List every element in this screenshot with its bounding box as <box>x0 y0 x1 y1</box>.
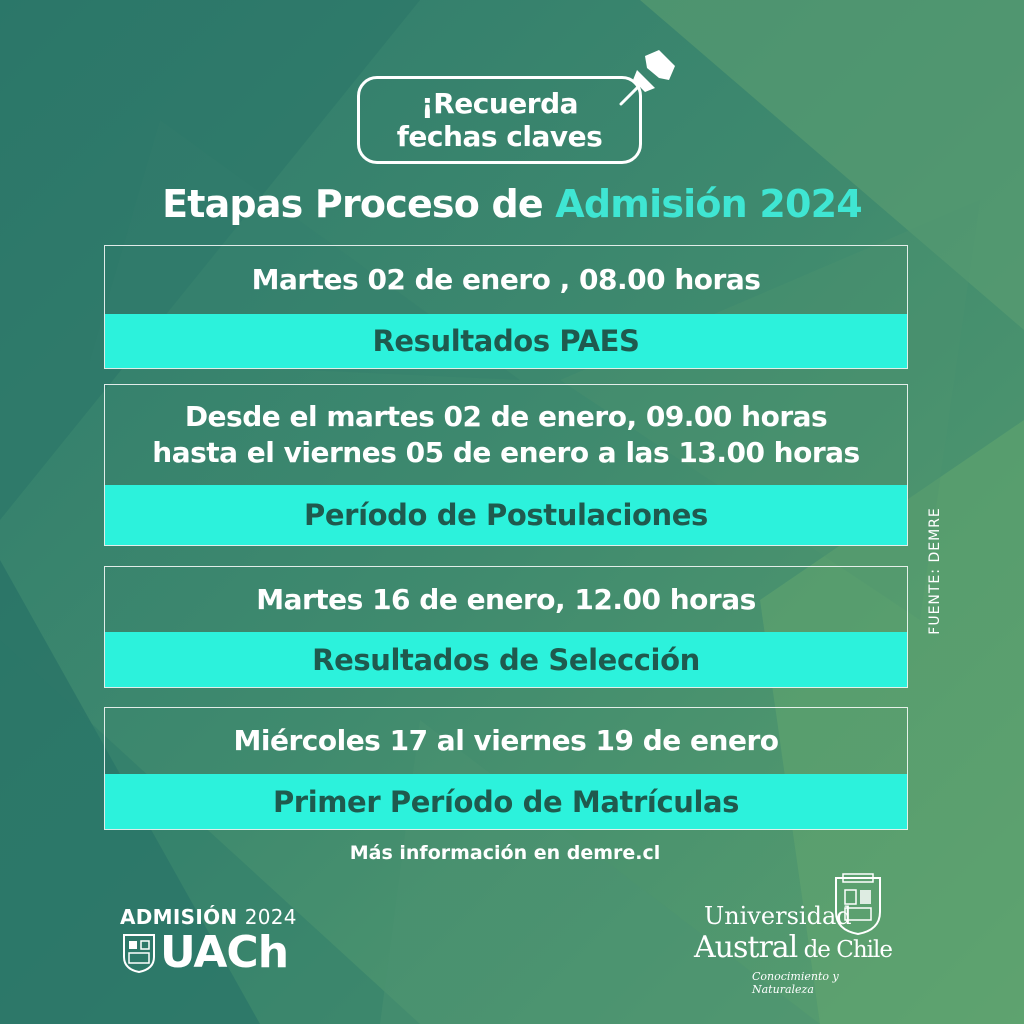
more-info-link[interactable]: Más información en demre.cl <box>349 842 661 864</box>
university-tagline: Conocimiento y Naturaleza <box>752 970 839 996</box>
title-main: Etapas Proceso de <box>162 182 556 226</box>
uach-shield-icon <box>122 933 156 973</box>
stage-name: Resultados PAES <box>105 314 907 368</box>
title-accent: Admisión 2024 <box>555 182 862 226</box>
badge-line-2: fechas claves <box>396 120 603 153</box>
reminder-badge <box>357 76 642 164</box>
stage-date <box>105 246 907 314</box>
stage-card <box>104 707 908 830</box>
stage-card <box>104 245 908 369</box>
stage-card <box>104 384 908 546</box>
badge-line-1: ¡Recuerda <box>420 87 579 120</box>
university-name-austral: Austral <box>694 930 798 965</box>
stage-date <box>105 567 907 632</box>
pushpin-icon <box>615 48 677 108</box>
uach-brand: UACh <box>160 927 289 978</box>
stage-name: Primer Período de Matrículas <box>105 774 907 829</box>
stage-date-line: Martes 02 de enero , 08.00 horas <box>251 263 761 296</box>
admission-year: 2024 <box>244 905 297 929</box>
page-title <box>0 182 1024 226</box>
stage-date-line: Martes 16 de enero, 12.00 horas <box>256 582 756 616</box>
university-logo <box>690 870 900 996</box>
stage-date-line: Miércoles 17 al viernes 19 de enero <box>233 724 779 757</box>
stage-card <box>104 566 908 688</box>
source-note: FUENTE: DEMRE <box>927 507 943 635</box>
admission-label <box>120 905 297 929</box>
stage-date <box>105 708 907 774</box>
university-name-chile: de Chile <box>797 937 892 963</box>
stage-name: Período de Postulaciones <box>105 485 907 545</box>
university-name-line-2 <box>694 930 892 965</box>
stage-date <box>105 385 907 485</box>
university-name-line-1: Universidad <box>704 902 852 930</box>
stage-date-line: hasta el viernes 05 de enero a las 13.00 horas <box>152 436 860 469</box>
stage-name: Resultados de Selección <box>105 632 907 687</box>
admission-logo <box>120 905 320 978</box>
admission-word: ADMISIÓN <box>120 905 238 929</box>
stage-date-line: Desde el martes 02 de enero, 09.00 horas <box>184 400 828 433</box>
